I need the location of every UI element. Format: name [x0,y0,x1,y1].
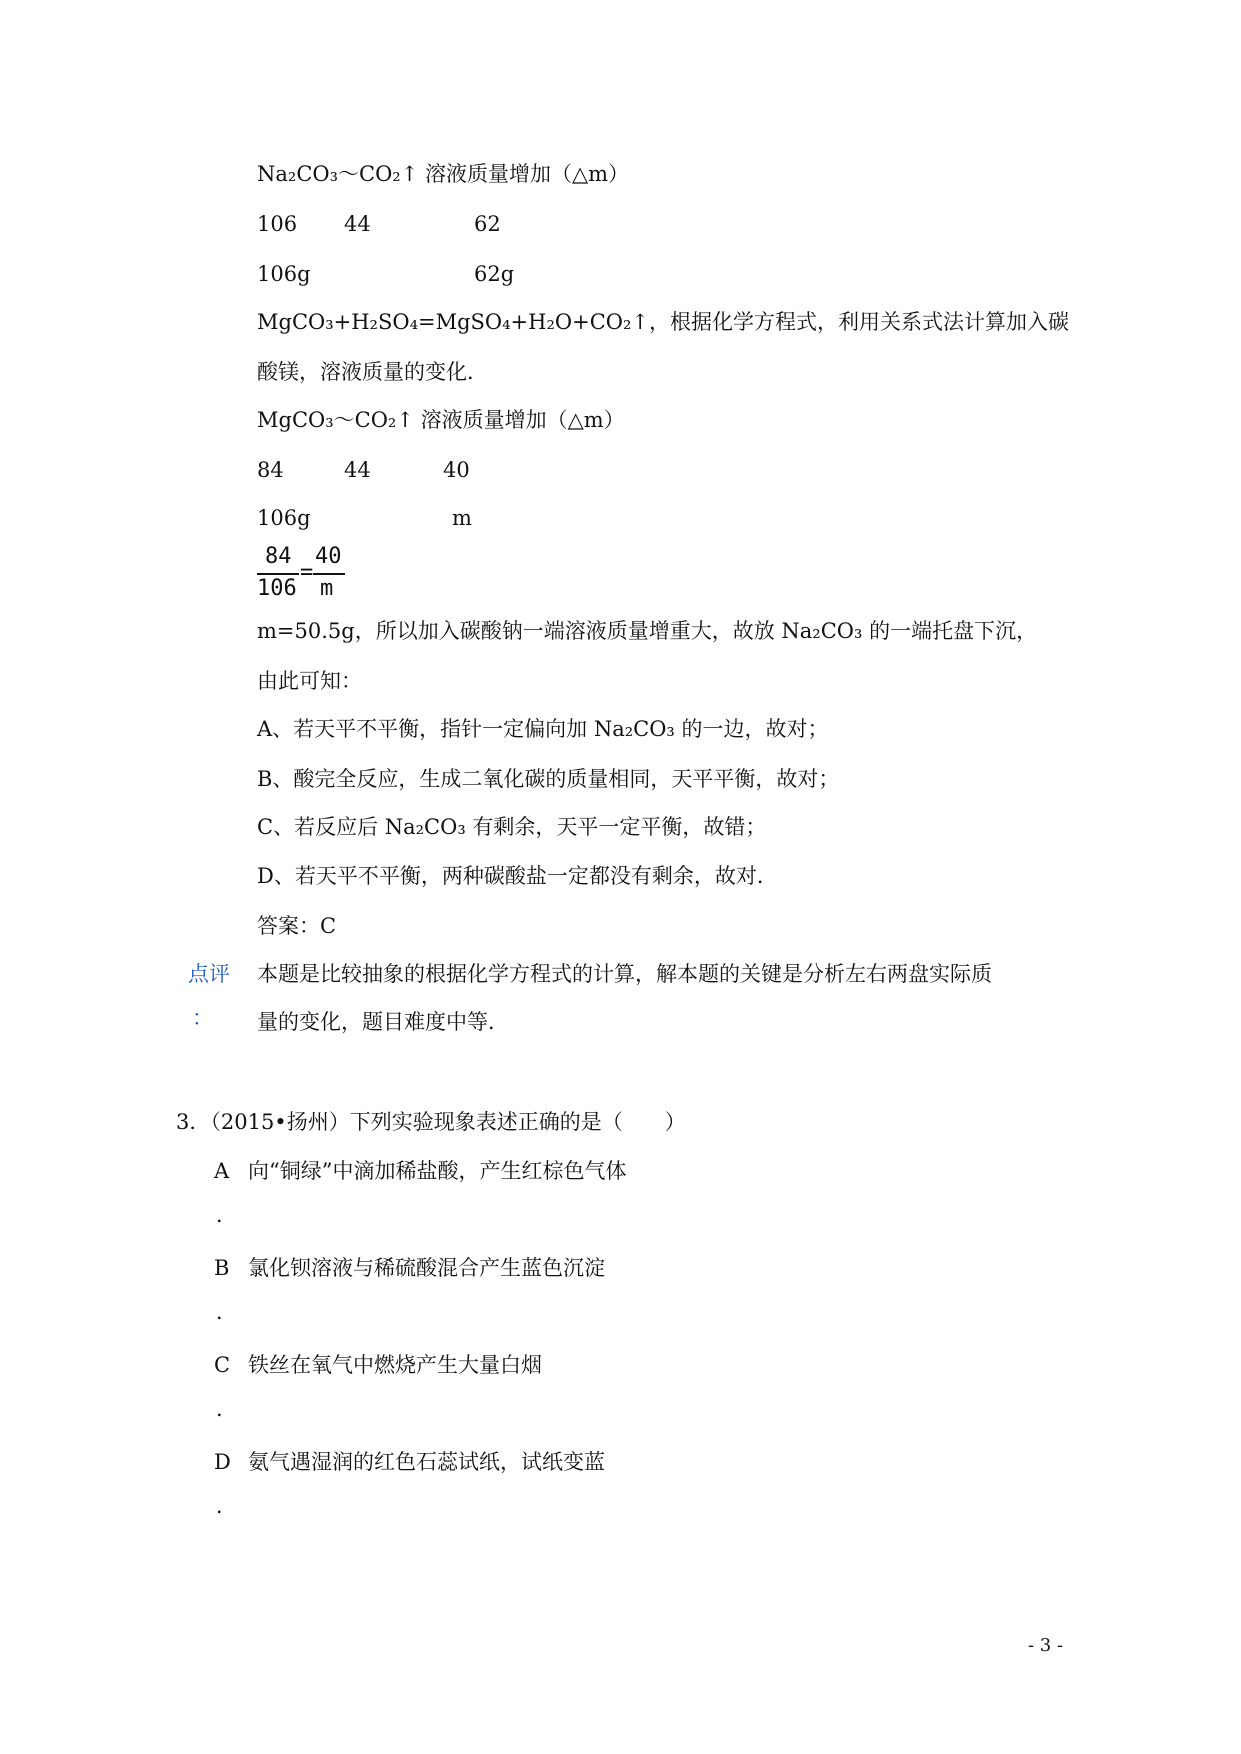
eq2-mass-2: m [452,506,472,530]
option-dot: ． [216,1494,237,1518]
analysis-option-a: A、若天平不平衡，指针一定偏向加 Na₂CO₃ 的一边，故对； [257,717,829,741]
comment-line1: 本题是比较抽象的根据化学方程式的计算，解本题的关键是分析左右两盘实际质 [257,962,992,986]
fraction-right-denominator: m [320,576,334,601]
reaction2-line2: 酸镁，溶液质量的变化． [257,360,488,384]
fraction-left-numerator: 84 [265,544,292,569]
eq1-ratio-1: 106 [257,212,298,236]
eq2-header: MgCO₃～CO₂↑ 溶液质量增加（△m） [257,408,625,432]
eq1-ratio-3: 62 [474,212,501,236]
option-letter: C [214,1353,231,1377]
option-letter: B [214,1256,230,1280]
option-dot: ． [216,1300,237,1324]
eq2-ratio-1: 84 [257,458,284,482]
analysis-option-b: B、酸完全反应，生成二氧化碳的质量相同，天平平衡，故对； [257,767,840,791]
option-text: 氨气遇湿润的红色石蕊试纸，试纸变蓝 [248,1450,605,1474]
eq1-mass-2: 62g [474,262,515,286]
analysis-option-c: C、若反应后 Na₂CO₃ 有剩余，天平一定平衡，故错； [257,815,767,839]
option-dot: ． [216,1203,237,1227]
fraction-left-denominator: 106 [257,576,297,601]
eq2-ratio-2: 44 [344,458,371,482]
fraction-left-bar [257,573,299,575]
answer: 答案：C [257,914,337,938]
eq1-mass-1: 106g [257,262,311,286]
eq2-ratio-3: 40 [443,458,470,482]
eq1-header: Na₂CO₃～CO₂↑ 溶液质量增加（△m） [257,162,630,186]
eq2-mass-1: 106g [257,506,311,530]
comment-line2: 量的变化，题目难度中等． [257,1010,509,1034]
reaction2-line1: MgCO₃+H₂SO₄=MgSO₄+H₂O+CO₂↑，根据化学方程式，利用关系式法计算加入碳 [257,310,1069,334]
option-text: 铁丝在氧气中燃烧产生大量白烟 [248,1353,542,1377]
conclusion-line1: m=50.5g，所以加入碳酸钠一端溶液质量增重大，故放 Na₂CO₃ 的一端托盘下沉， [257,619,1038,643]
analysis-option-d: D、若天平不平衡，两种碳酸盐一定都没有剩余，故对． [257,864,778,888]
fraction-right-bar [313,573,345,575]
comment-colon: ： [192,1006,213,1030]
page-number: - 3 - [1028,1635,1064,1656]
fraction-equation [257,544,347,606]
eq1-ratio-2: 44 [344,212,371,236]
comment-label: 点评 [188,962,230,986]
fraction-right-numerator: 40 [315,544,342,569]
question3-stem: 3．（2015•扬州）下列实验现象表述正确的是（ ） [176,1110,686,1134]
conclusion-line2: 由此可知： [257,669,362,693]
option-text: 氯化钡溶液与稀硫酸混合产生蓝色沉淀 [248,1256,605,1280]
option-dot: ． [216,1397,237,1421]
option-letter: A [214,1159,230,1183]
option-text: 向“铜绿”中滴加稀盐酸，产生红棕色气体 [248,1159,627,1183]
option-letter: D [214,1450,231,1474]
fraction-equals: = [300,560,314,585]
